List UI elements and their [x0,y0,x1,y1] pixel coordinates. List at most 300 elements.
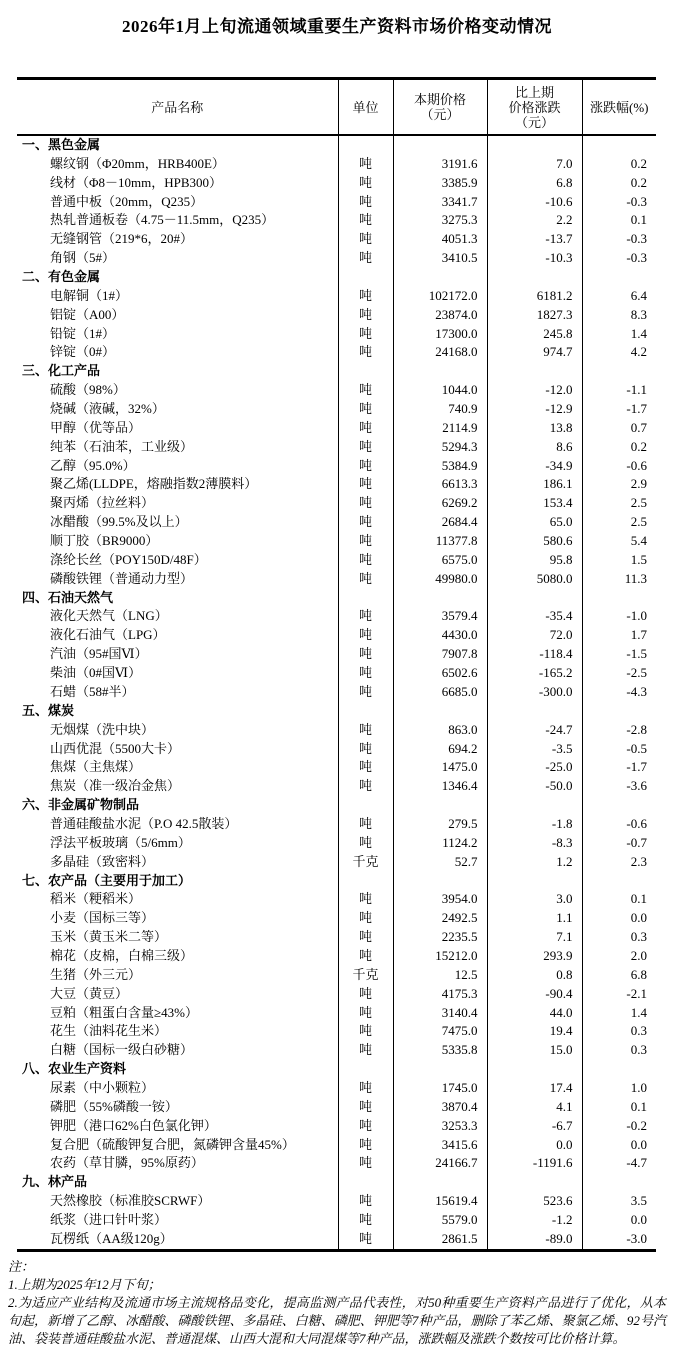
change-cell: 580.6 [487,532,582,551]
product-name-cell: 瓦楞纸（AA级120g） [17,1230,338,1250]
product-row [17,494,656,513]
price-cell: 11377.8 [393,532,487,551]
price-cell: 2492.5 [393,909,487,928]
unit-cell: 吨 [338,532,393,551]
product-name-cell: 液化石油气（LPG） [17,626,338,645]
price-cell: 2861.5 [393,1230,487,1250]
pct-cell: 0.2 [630,155,647,171]
pct-cell: 5.4 [630,533,647,549]
product-name-cell: 八、农业生产资料 [17,1060,338,1079]
section-row [17,1173,656,1192]
unit-cell: 吨 [338,494,393,513]
pct-cell: 0.1 [630,212,647,228]
unit-cell: 吨 [338,683,393,702]
change-cell: 523.6 [487,1192,582,1211]
pct-cell: -1.1 [626,382,647,398]
change-cell: 72.0 [487,626,582,645]
section-row [17,796,656,815]
pct-cell: -0.6 [626,815,647,831]
footnote-label: 注： [8,1258,35,1274]
unit-cell: 吨 [338,513,393,532]
product-name-cell: 纯苯（石油苯，工业级） [17,438,338,457]
product-row [17,343,656,362]
pct-cell: 1.4 [630,325,647,341]
price-cell: 3140.4 [393,1004,487,1023]
unit-cell: 吨 [338,438,393,457]
product-row [17,457,656,476]
unit-cell: 吨 [338,400,393,419]
price-cell: 24166.7 [393,1154,487,1173]
pct-cell [582,872,656,891]
pct-cell: 1.4 [630,1004,647,1020]
product-name-cell: 九、林产品 [17,1173,338,1192]
change-cell: 1.2 [487,853,582,872]
price-cell: 3385.9 [393,174,487,193]
section-row [17,1060,656,1079]
pct-cell: -0.5 [626,740,647,756]
product-name-cell: 焦煤（主焦煤） [17,758,338,777]
price-cell: 5335.8 [393,1041,487,1060]
product-name-cell: 硫酸（98%） [17,381,338,400]
price-cell: 12.5 [393,966,487,985]
change-cell: 65.0 [487,513,582,532]
unit-cell: 吨 [338,419,393,438]
product-row [17,947,656,966]
unit-cell: 吨 [338,551,393,570]
change-cell: 95.8 [487,551,582,570]
product-name-cell: 浮法平板玻璃（5/6mm） [17,834,338,853]
product-row [17,909,656,928]
price-cell: 7907.8 [393,645,487,664]
change-cell: -1.2 [487,1211,582,1230]
change-cell [487,268,582,287]
product-name-cell: 六、非金属矿物制品 [17,796,338,815]
pct-cell: -0.2 [626,1117,647,1133]
product-name-cell: 磷肥（55%磷酸一铵） [17,1098,338,1117]
price-cell [393,702,487,721]
product-name-cell: 热轧普通板卷（4.75－11.5mm，Q235） [17,211,338,230]
product-row [17,1079,656,1098]
unit-cell: 吨 [338,947,393,966]
product-row [17,1098,656,1117]
product-row [17,211,656,230]
unit-cell: 吨 [338,1154,393,1173]
change-cell: 6181.2 [487,287,582,306]
change-cell: 4.1 [487,1098,582,1117]
pct-cell: 2.5 [630,514,647,530]
unit-cell: 吨 [338,287,393,306]
product-name-cell: 铅锭（1#） [17,325,338,344]
product-row [17,626,656,645]
product-name-cell: 复合肥（硫酸钾复合肥，氮磷钾含量45%） [17,1136,338,1155]
product-row [17,419,656,438]
product-name-cell: 一、黑色金属 [17,135,338,155]
product-name-cell: 玉米（黄玉米二等） [17,928,338,947]
header-current-price: 本期价格 （元） [393,79,487,136]
price-cell: 17300.0 [393,325,487,344]
price-cell: 6269.2 [393,494,487,513]
change-cell: 19.4 [487,1022,582,1041]
change-cell: 5080.0 [487,570,582,589]
pct-cell: 0.2 [630,174,647,190]
header-product-name: 产品名称 [17,79,338,136]
unit-cell [338,1060,393,1079]
product-row [17,230,656,249]
header-price-change: 比上期 价格涨跌 （元） [487,79,582,136]
unit-cell: 吨 [338,815,393,834]
unit-cell: 吨 [338,909,393,928]
price-cell: 1745.0 [393,1079,487,1098]
pct-cell: 1.0 [630,1079,647,1095]
product-name-cell: 无烟煤（洗中块） [17,721,338,740]
table-body [17,135,656,1250]
product-name-cell: 农药（草甘膦，95%原药） [17,1154,338,1173]
change-cell: -35.4 [487,607,582,626]
price-cell: 2235.5 [393,928,487,947]
change-cell: -12.0 [487,381,582,400]
pct-cell: 0.2 [630,438,647,454]
change-cell [487,589,582,608]
product-name-cell: 尿素（中小颗粒） [17,1079,338,1098]
change-cell [487,872,582,891]
change-cell: 7.1 [487,928,582,947]
change-cell: -10.3 [487,249,582,268]
unit-cell: 吨 [338,1211,393,1230]
price-cell: 6685.0 [393,683,487,702]
unit-cell: 吨 [338,607,393,626]
change-cell: -25.0 [487,758,582,777]
product-name-cell: 四、石油天然气 [17,589,338,608]
pct-cell: 6.8 [630,966,647,982]
pct-cell: 0.3 [630,929,647,945]
price-cell: 863.0 [393,721,487,740]
unit-cell [338,268,393,287]
price-cell: 279.5 [393,815,487,834]
product-row [17,1230,656,1250]
unit-cell: 吨 [338,1022,393,1041]
pct-cell: -0.3 [626,193,647,209]
product-name-cell: 天然橡胶（标准胶SCRWF） [17,1192,338,1211]
price-cell: 4051.3 [393,230,487,249]
price-cell: 5579.0 [393,1211,487,1230]
unit-cell: 吨 [338,475,393,494]
price-cell: 5384.9 [393,457,487,476]
product-name-cell: 汽油（95#国Ⅵ） [17,645,338,664]
change-cell: 186.1 [487,475,582,494]
pct-cell [582,268,656,287]
product-name-cell: 花生（油料花生米） [17,1022,338,1041]
unit-cell [338,135,393,155]
change-cell: 974.7 [487,343,582,362]
product-row [17,306,656,325]
product-row [17,985,656,1004]
pct-cell: 2.5 [630,495,647,511]
section-row [17,268,656,287]
unit-cell: 吨 [338,1098,393,1117]
pct-cell: -3.0 [626,1230,647,1246]
pct-cell: 8.3 [630,306,647,322]
pct-cell [582,589,656,608]
unit-cell: 吨 [338,1079,393,1098]
pct-cell: 2.3 [630,853,647,869]
change-cell: 6.8 [487,174,582,193]
product-row [17,400,656,419]
product-name-cell: 磷酸铁锂（普通动力型） [17,570,338,589]
pct-cell: 0.0 [630,910,647,926]
price-cell: 3870.4 [393,1098,487,1117]
product-row [17,645,656,664]
price-cell: 2684.4 [393,513,487,532]
page-title: 2026年1月上旬流通领域重要生产资料市场价格变动情况 [122,17,552,36]
footnote-2: 2.为适应产业结构及流通市场主流规格品变化，提高监测产品代表性，对50种重要生产资料产品进行了优化，从本旬起，新增了乙醇、冰醋酸、磷酸铁锂、多晶硅、白糖、磷肥、钾肥等7种产品，删除了苯乙烯、聚氯乙烯、92号汽油、袋装普通硅酸盐水泥、普通混煤、山西大混和大同混煤等7种产品，涨跌幅及涨跌个数按可比价格计算。 [8,1294,666,1346]
pct-cell: 0.3 [630,1042,647,1058]
change-cell: 293.9 [487,947,582,966]
change-cell [487,702,582,721]
unit-cell: 吨 [338,1117,393,1136]
price-cell: 694.2 [393,740,487,759]
product-name-cell: 多晶硅（致密料） [17,853,338,872]
product-name-cell: 二、有色金属 [17,268,338,287]
pct-cell: 0.0 [630,1136,647,1152]
product-name-cell: 棉花（皮棉，白棉三级） [17,947,338,966]
change-cell: -8.3 [487,834,582,853]
product-row [17,853,656,872]
product-row [17,966,656,985]
product-row [17,890,656,909]
product-name-cell: 普通硅酸盐水泥（P.O 42.5散装） [17,815,338,834]
product-name-cell: 五、煤炭 [17,702,338,721]
product-name-cell: 冰醋酸（99.5%及以上） [17,513,338,532]
pct-cell: -1.7 [626,401,647,417]
unit-cell: 吨 [338,1004,393,1023]
change-cell: -10.6 [487,193,582,212]
product-row [17,815,656,834]
price-cell: 24168.0 [393,343,487,362]
product-row [17,607,656,626]
unit-cell: 吨 [338,570,393,589]
change-cell: 44.0 [487,1004,582,1023]
price-cell: 3415.6 [393,1136,487,1155]
price-cell: 3275.3 [393,211,487,230]
product-name-cell: 铝锭（A00） [17,306,338,325]
product-name-cell: 柴油（0#国Ⅵ） [17,664,338,683]
change-cell: -34.9 [487,457,582,476]
unit-cell: 吨 [338,193,393,212]
unit-cell: 吨 [338,890,393,909]
change-cell: -50.0 [487,777,582,796]
section-row [17,702,656,721]
unit-cell [338,872,393,891]
product-row [17,325,656,344]
product-name-cell: 螺纹钢（Φ20mm，HRB400E） [17,155,338,174]
unit-cell: 吨 [338,457,393,476]
price-cell: 4175.3 [393,985,487,1004]
unit-cell: 吨 [338,758,393,777]
unit-cell: 吨 [338,230,393,249]
product-row [17,174,656,193]
pct-cell: 0.3 [630,1023,647,1039]
change-cell [487,1060,582,1079]
unit-cell [338,362,393,381]
product-row [17,551,656,570]
pct-cell: -2.5 [626,665,647,681]
price-cell: 102172.0 [393,287,487,306]
price-cell: 3410.5 [393,249,487,268]
table-header [17,79,656,136]
product-row [17,475,656,494]
price-cell: 3341.7 [393,193,487,212]
pct-cell: -0.3 [626,250,647,266]
header-row [17,79,656,136]
pct-cell: 6.4 [630,287,647,303]
unit-cell: 吨 [338,306,393,325]
pct-cell: 3.5 [630,1193,647,1209]
change-cell: 13.8 [487,419,582,438]
product-name-cell: 纸浆（进口针叶浆） [17,1211,338,1230]
price-cell [393,268,487,287]
product-row [17,381,656,400]
unit-cell: 吨 [338,985,393,1004]
product-row [17,1192,656,1211]
price-cell: 52.7 [393,853,487,872]
unit-cell: 吨 [338,740,393,759]
product-name-cell: 生猪（外三元） [17,966,338,985]
pct-cell: -0.7 [626,834,647,850]
unit-cell: 吨 [338,1136,393,1155]
product-row [17,664,656,683]
price-cell: 1346.4 [393,777,487,796]
product-row [17,740,656,759]
unit-cell: 吨 [338,777,393,796]
pct-cell: -2.8 [626,721,647,737]
product-name-cell: 焦炭（准一级冶金焦） [17,777,338,796]
product-name-cell: 乙醇（95.0%） [17,457,338,476]
change-cell: 15.0 [487,1041,582,1060]
product-name-cell: 锌锭（0#） [17,343,338,362]
change-cell: 2.2 [487,211,582,230]
product-name-cell: 聚丙烯（拉丝料） [17,494,338,513]
section-row [17,589,656,608]
change-cell: 1.1 [487,909,582,928]
change-cell: -118.4 [487,645,582,664]
product-row [17,513,656,532]
unit-cell: 吨 [338,343,393,362]
product-row [17,928,656,947]
change-cell: -13.7 [487,230,582,249]
product-name-cell: 液化天然气（LNG） [17,607,338,626]
unit-cell: 吨 [338,626,393,645]
product-name-cell: 稻米（粳稻米） [17,890,338,909]
pct-cell: 0.1 [630,891,647,907]
price-cell: 5294.3 [393,438,487,457]
pct-cell: 1.7 [630,627,647,643]
product-row [17,1154,656,1173]
section-row [17,872,656,891]
product-row [17,249,656,268]
product-row [17,834,656,853]
change-cell: -1.8 [487,815,582,834]
unit-cell: 吨 [338,1192,393,1211]
pct-cell [582,135,656,155]
pct-cell [582,1060,656,1079]
price-cell: 1475.0 [393,758,487,777]
product-name-cell: 大豆（黄豆） [17,985,338,1004]
price-table [17,77,656,1252]
pct-cell [582,796,656,815]
product-row [17,532,656,551]
unit-cell: 吨 [338,381,393,400]
price-cell [393,589,487,608]
price-cell: 7475.0 [393,1022,487,1041]
unit-cell: 吨 [338,325,393,344]
change-cell [487,362,582,381]
pct-cell: -1.5 [626,646,647,662]
product-row [17,721,656,740]
unit-cell: 吨 [338,1041,393,1060]
product-row [17,570,656,589]
price-cell: 3954.0 [393,890,487,909]
pct-cell: 1.5 [630,551,647,567]
unit-cell [338,1173,393,1192]
product-name-cell: 钾肥（港口62%白色氯化钾） [17,1117,338,1136]
change-cell [487,135,582,155]
product-name-cell: 电解铜（1#） [17,287,338,306]
price-cell: 15619.4 [393,1192,487,1211]
price-cell [393,135,487,155]
footnote-1: 1.上期为2025年12月下旬； [8,1276,161,1292]
unit-cell: 吨 [338,1230,393,1250]
product-name-cell: 小麦（国标三等） [17,909,338,928]
pct-cell [582,362,656,381]
pct-cell: -1.7 [626,759,647,775]
change-cell: -300.0 [487,683,582,702]
pct-cell: -4.3 [626,683,647,699]
change-cell: 153.4 [487,494,582,513]
pct-cell: -0.6 [626,457,647,473]
product-row [17,1041,656,1060]
pct-cell: -2.1 [626,985,647,1001]
pct-cell: -3.6 [626,778,647,794]
change-cell: -89.0 [487,1230,582,1250]
product-name-cell: 涤纶长丝（POY150D/48F） [17,551,338,570]
unit-cell: 吨 [338,249,393,268]
price-cell [393,362,487,381]
change-cell: -165.2 [487,664,582,683]
price-cell: 3253.3 [393,1117,487,1136]
product-name-cell: 线材（Φ8－10mm，HPB300） [17,174,338,193]
unit-cell: 吨 [338,834,393,853]
change-cell [487,796,582,815]
product-name-cell: 七、农产品（主要用于加工） [17,872,338,891]
change-cell: 0.0 [487,1136,582,1155]
product-name-cell: 普通中板（20mm，Q235） [17,193,338,212]
product-row [17,777,656,796]
pct-cell: -4.7 [626,1155,647,1171]
product-name-cell: 石蜡（58#半） [17,683,338,702]
unit-cell: 吨 [338,211,393,230]
change-cell: 1827.3 [487,306,582,325]
section-row [17,135,656,155]
header-change-percent: 涨跌幅(%) [582,79,656,136]
change-cell: -24.7 [487,721,582,740]
unit-cell [338,702,393,721]
pct-cell: -1.0 [626,608,647,624]
product-name-cell: 无缝钢管（219*6，20#） [17,230,338,249]
product-row [17,438,656,457]
price-cell: 6613.3 [393,475,487,494]
product-row [17,1117,656,1136]
change-cell: 17.4 [487,1079,582,1098]
